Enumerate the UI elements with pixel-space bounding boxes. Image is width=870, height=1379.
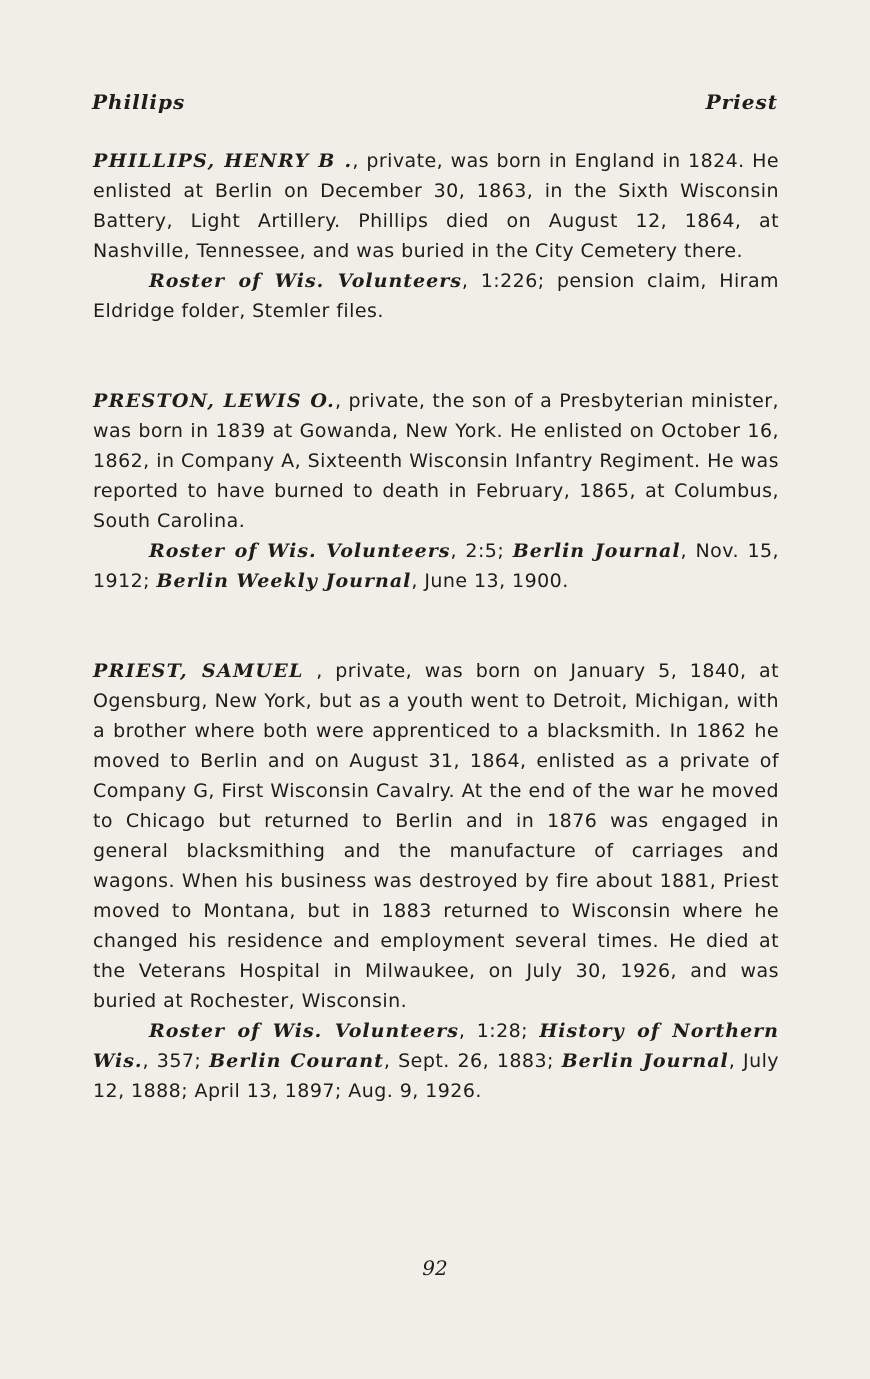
entry-sources — [93, 536, 779, 596]
running-header — [92, 90, 778, 122]
source-title: Roster of Wis. Volunteers — [149, 270, 462, 292]
entry-name: PRIEST, SAMUEL — [93, 660, 304, 682]
entry-name: PRESTON, LEWIS O. — [93, 390, 335, 412]
source-text: , Sept. 26, 1883; — [383, 1050, 562, 1072]
entry-bio-text: , private, was born in England in 1824. He enlisted at Berlin on December 30, 1863, in the Sixth Wisconsin Battery, Light Artillery. Phillips died on August 12, 1864, at Nashville, Tennessee, and was buried in the City Cemetery there. — [93, 150, 780, 262]
header-left: Phillips — [92, 90, 186, 114]
source-text: , 2:5; — [450, 540, 513, 562]
source-title: Roster of Wis. Volunteers — [149, 1020, 459, 1042]
source-title: Berlin Journal — [561, 1050, 729, 1072]
entry-sources — [93, 1016, 779, 1106]
source-title: Berlin Journal — [512, 540, 681, 562]
entry-preston — [93, 386, 779, 596]
source-title: Roster of Wis. Volunteers — [149, 540, 451, 562]
entry-bio-text: , private, was born on January 5, 1840, at Ogensburg, New York, but as a youth went to Detroit, Michigan, with a brother where both were apprenticed to a blacksmith. In 1862 he moved to Berlin and on August 31, 1864, enlisted as a private of Company G, First Wisconsin Cavalry. At the end of the war he moved to Chicago but returned to Berlin and in 1876 was engaged in general blacksmithing and the manufacture of carriages and wagons. When his business was destroyed by fire about 1881, Priest moved to Montana, but in 1883 returned to Wisconsin where he changed his residence and employment several times. He died at the Veterans Hospital in Milwaukee, on July 30, 1926, and was buried at Rochester, Wisconsin. — [93, 660, 780, 1012]
entry-bio — [93, 656, 779, 1016]
source-title: Berlin Weekly Journal — [156, 570, 412, 592]
entry-priest — [93, 656, 779, 1106]
entry-sources — [93, 266, 779, 326]
entry-bio-text: , private, the son of a Presbyterian minister, was born in 1839 at Gowanda, New York. He enlisted on October 16, 1862, in Company A, Sixteenth Wisconsin Infantry Regiment. He was reported to have burned to death in February, 1865, at Columbus, South Carolina. — [93, 390, 779, 532]
source-text: , 1:28; — [458, 1020, 540, 1042]
source-title: History of Northern Wis. — [93, 1020, 779, 1072]
source-text: , 1:226; pension claim, Hiram Eldridge folder, Stemler files. — [93, 270, 779, 322]
entry-bio — [93, 146, 779, 266]
source-text: , 357; — [142, 1050, 210, 1072]
source-title: Berlin Courant — [209, 1050, 384, 1072]
source-text: , July 12, 1888; April 13, 1897; Aug. 9, 1926. — [93, 1050, 779, 1102]
source-text: , Nov. 15, 1912; — [93, 540, 780, 592]
entry-phillips — [93, 146, 779, 326]
header-right: Priest — [705, 90, 778, 114]
page-number: 92 — [422, 1256, 448, 1280]
source-text: , June 13, 1900. — [411, 570, 569, 592]
entry-name: PHILLIPS, HENRY B . — [93, 150, 353, 172]
entry-bio — [93, 386, 779, 536]
